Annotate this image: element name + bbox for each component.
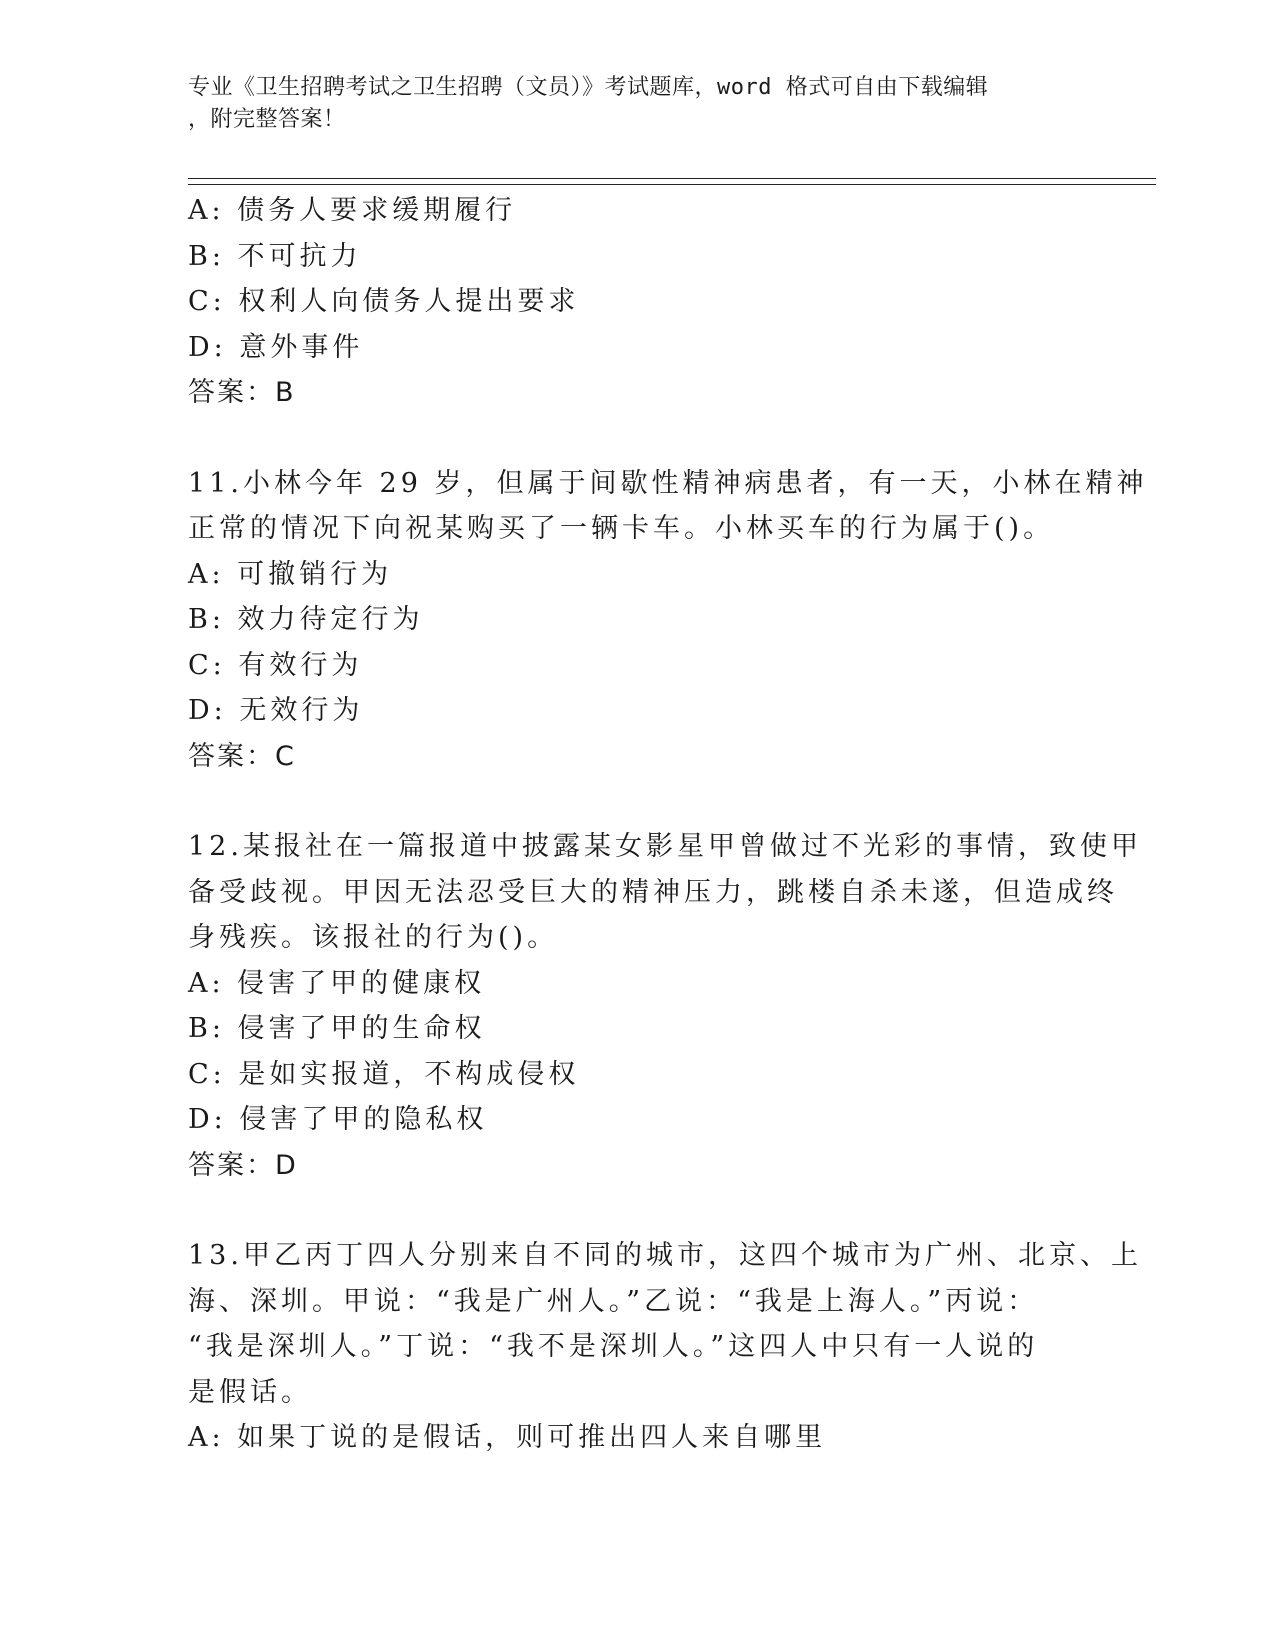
- option-c: C: 有效行为: [188, 649, 363, 681]
- answer: 答案：C: [188, 740, 296, 772]
- question-13: [188, 1233, 1142, 1461]
- answer: 答案：D: [188, 1149, 298, 1181]
- question-stem-line: 正常的情况下向祝某购买了一辆卡车。小林买车的行为属于()。: [188, 513, 1055, 544]
- option-d: D: 侵害了甲的隐私权: [188, 1104, 488, 1135]
- question-stem-line: 12.某报社在一篇报道中披露某女影星甲曾做过不光彩的事情，致使甲: [188, 831, 1142, 862]
- document-header: [188, 72, 1088, 136]
- question-stem-line: 11.小林今年 29 岁，但属于间歇性精神病患者，有一天，小林在精神: [188, 467, 1148, 499]
- document-body: [188, 188, 1148, 1461]
- answer: 答案：B: [188, 377, 296, 408]
- question-stem-line: 海、深圳。甲说：“我是广州人。”乙说：“我是上海人。”丙说：: [188, 1285, 1039, 1317]
- option-a: A: 债务人要求缓期履行: [188, 195, 517, 226]
- header-line-1: 专业《卫生招聘考试之卫生招聘（文员）》考试题库，word 格式可自由下载编辑: [188, 75, 989, 100]
- header-divider-bottom: [188, 184, 1156, 185]
- question-stem-line: “我是深圳人。”丁说：“我不是深圳人。”这四人中只有一人说的: [188, 1331, 1039, 1362]
- question-10-continued: [188, 188, 1088, 416]
- option-c: C: 权利人向债务人提出要求: [188, 286, 580, 317]
- option-b: B: 侵害了甲的生命权: [188, 1013, 486, 1044]
- question-11: [188, 461, 1148, 780]
- option-c: C: 是如实报道，不构成侵权: [188, 1058, 580, 1090]
- option-a: A: 如果丁说的是假话，则可推出四人来自哪里: [188, 1422, 827, 1453]
- question-12: [188, 824, 1142, 1188]
- option-b: B: 效力待定行为: [188, 604, 424, 635]
- question-stem-line: 13.甲乙丙丁四人分别来自不同的城市，这四个城市为广州、北京、上: [188, 1240, 1142, 1271]
- question-stem-line: 是假话。: [188, 1376, 312, 1408]
- option-b: B: 不可抗力: [188, 240, 362, 272]
- option-d: D: 无效行为: [188, 695, 364, 726]
- option-a: A: 侵害了甲的健康权: [188, 967, 486, 999]
- header-line-2: ，附完整答案！: [188, 107, 346, 132]
- option-a: A: 可撤销行为: [188, 558, 393, 590]
- question-stem-line: 身残疾。该报社的行为()。: [188, 922, 559, 953]
- option-d: D: 意外事件: [188, 331, 364, 363]
- header-divider-top: [188, 178, 1156, 179]
- question-stem-line: 备受歧视。甲因无法忍受巨大的精神压力，跳楼自杀未遂，但造成终: [188, 876, 1118, 908]
